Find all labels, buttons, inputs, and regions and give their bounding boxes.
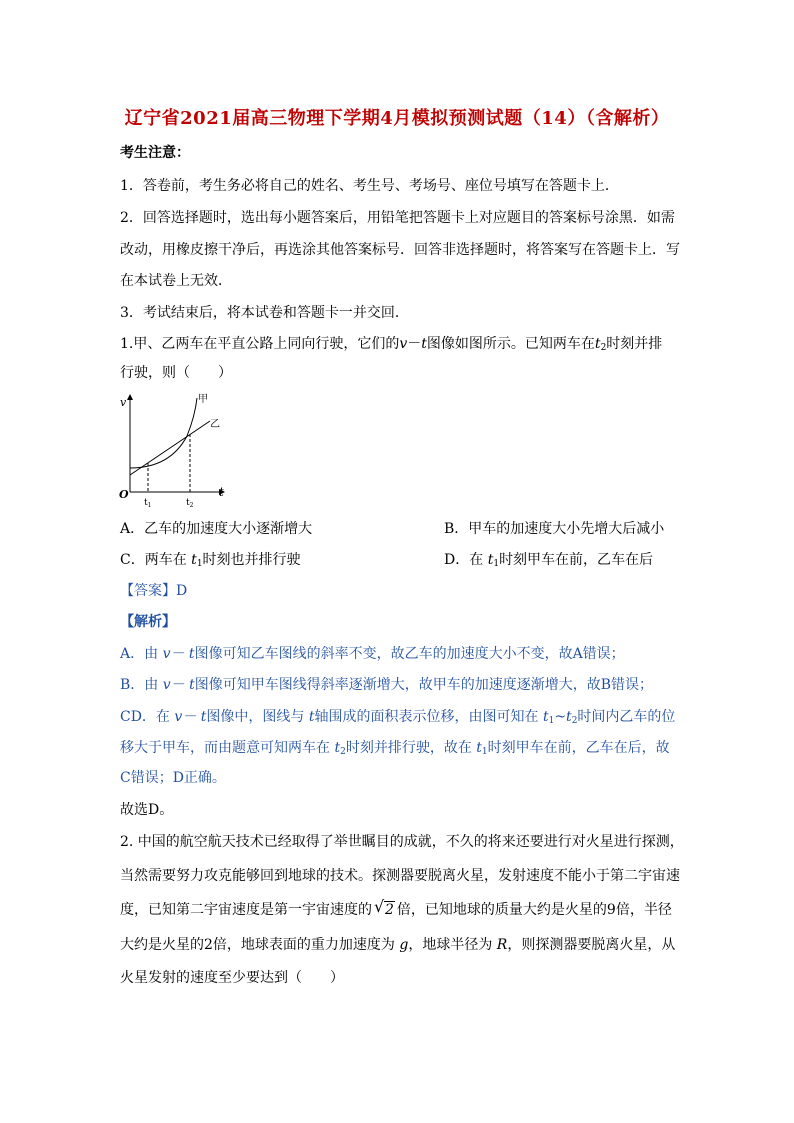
notice-item-3: 3．考试结束后，将本试卷和答题卡一并交回． [120, 305, 409, 321]
q1-conclusion: 故选D。 [120, 802, 174, 818]
q1-stem-line1: 1.甲、乙两车在平直公路上同向行驶，它们的v－t图像如图所示。已知两车在$t_2$时刻并排 [120, 336, 663, 353]
origin-label: O [119, 488, 129, 501]
notice-item-2-end: 在本试卷上无效． [120, 273, 232, 289]
q1-option-d: D．在 $t_1$时刻甲车在前，乙车在后 [444, 552, 654, 569]
q1-explanation-cd-cont: 移大于甲车，而由题意可知两车在 $t_2$时刻并排行驶，故在 $t_1$时刻甲车在前，乙车在后，故 [120, 740, 670, 757]
v-axis-label: v [120, 396, 127, 409]
t-axis-label: t [219, 485, 224, 499]
q1-option-a: A．乙车的加速度大小逐渐增大 [120, 521, 313, 537]
q2-stem-line1: 2. 中国的航空航天技术已经取得了举世瞩目的成就，不久的将来还要进行对火星进行探测， [120, 834, 684, 850]
q1-explanation-a: A．由 v－ t图像可知乙车图线的斜率不变，故乙车的加速度大小不变，故A错误； [120, 646, 625, 662]
notice-item-2: 2．回答选择题时，选出每小题答案后，用铅笔把答题卡上对应题目的答案标号涂黑．如需 [120, 210, 675, 226]
q2-stem-line4: 大约是火星的2倍，地球表面的重力加速度为 g，地球半径为 R，则探测器要脱离火星，从 [120, 937, 676, 953]
sqrt-expression: √ 2 [374, 897, 394, 918]
q1-explanation-cd: CD．在 v－ t图像中，图线与 t轴围成的面积表示位移，由图可知在 $t_1\sim t_2$时间内乙车的位 [120, 709, 676, 726]
q1-option-c: C．两车在 $t_1$时刻也并排行驶 [120, 552, 301, 569]
q1-option-b: B．甲车的加速度大小先增大后减小 [444, 521, 665, 537]
q2-stem-line2: 当然需要努力攻克能够回到地球的技术。探测器要脱离火星，发射速度不能小于第二宇宙速 [120, 868, 680, 884]
q1-stem-line2: 行驶，则（ ） [120, 365, 232, 381]
v-axis-arrow [127, 394, 133, 400]
q1-explanation-b: B．由 v－ t图像可知甲车图线得斜率逐渐增大，故甲车的加速度逐渐增大，故B错误； [120, 677, 654, 693]
t2-label: $t_2$ [186, 498, 194, 508]
t1-label: $t_1$ [144, 498, 152, 508]
q1-analysis-heading: 【解析】 [120, 614, 176, 630]
jia-label: 甲 [198, 394, 208, 405]
q2-stem-line3: 度，已知第二宇宙速度是第一宇宙速度的 √ 2 倍，已知地球的质量大约是火星的9倍，半径 [120, 897, 672, 918]
document-title: 辽宁省2021届高三物理下学期4月模拟预测试题（14）（含解析） [124, 108, 670, 129]
notice-item-1: 1．答卷前，考生务必将自己的姓名、考生号、考场号、座位号填写在答题卡上． [120, 178, 619, 194]
yi-label: 乙 [210, 419, 220, 430]
q1-explanation-end: C错误；D正确。 [120, 770, 226, 786]
line-yi [130, 421, 210, 475]
notice-item-2-cont: 改动，用橡皮擦干净后，再选涂其他答案标号．回答非选择题时，将答案写在答题卡上．写 [120, 242, 680, 258]
vt-graph [115, 388, 235, 508]
curve-jia [130, 398, 197, 468]
notice-heading: 考生注意： [120, 145, 190, 161]
q2-stem-line5: 火星发射的速度至少要达到（ ） [120, 970, 344, 986]
q1-answer: 【答案】D [120, 583, 188, 599]
